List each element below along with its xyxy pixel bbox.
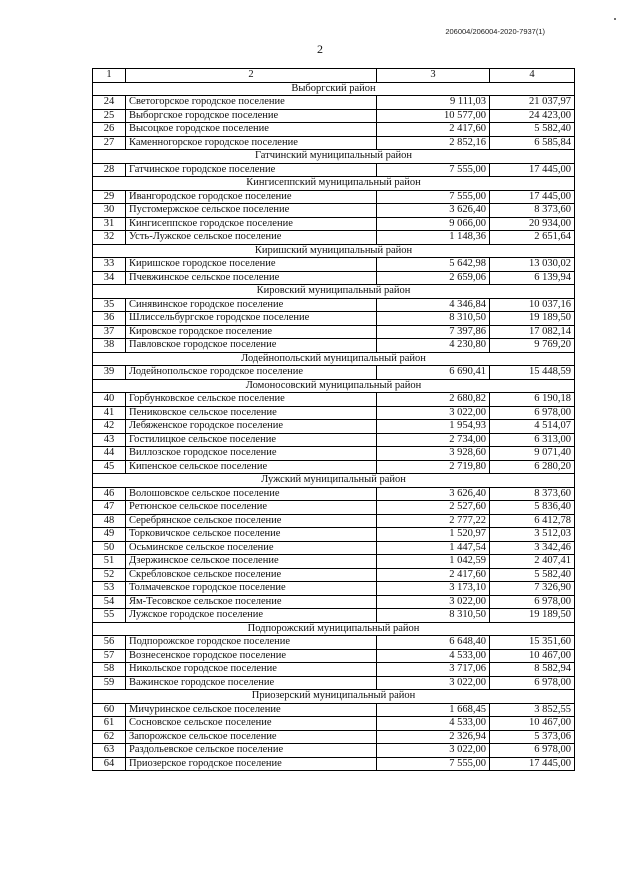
column-3-value-cell: 2 852,16 <box>377 136 490 150</box>
row-number-cell: 37 <box>93 325 126 339</box>
column-3-value-cell: 6 648,40 <box>377 636 490 650</box>
section-header-row <box>93 690 575 704</box>
column-3-value-cell: 3 022,00 <box>377 595 490 609</box>
column-header-row <box>93 69 575 83</box>
row-number-cell: 58 <box>93 663 126 677</box>
column-3-value-cell: 6 690,41 <box>377 366 490 380</box>
column-4-value-cell: 17 082,14 <box>490 325 575 339</box>
row-number-cell: 46 <box>93 487 126 501</box>
table-row <box>93 312 575 326</box>
column-4-value-cell: 6 585,84 <box>490 136 575 150</box>
settlement-name-cell: Кингисеппское городское поселение <box>126 217 377 231</box>
column-4-value-cell: 2 651,64 <box>490 231 575 245</box>
section-header-row <box>93 82 575 96</box>
settlement-name-cell: Высоцкое городское поселение <box>126 123 377 137</box>
column-3-value-cell: 3 022,00 <box>377 744 490 758</box>
settlement-name-cell: Шлиссельбургское городское поселение <box>126 312 377 326</box>
table-row <box>93 325 575 339</box>
column-3-value-cell: 4 346,84 <box>377 298 490 312</box>
settlement-name-cell: Раздольевское сельское поселение <box>126 744 377 758</box>
row-number-cell: 38 <box>93 339 126 353</box>
row-number-cell: 42 <box>93 420 126 434</box>
settlement-name-cell: Торковичское сельское поселение <box>126 528 377 542</box>
settlement-name-cell: Волошовское сельское поселение <box>126 487 377 501</box>
column-3-value-cell: 1 668,45 <box>377 703 490 717</box>
settlement-name-cell: Лужское городское поселение <box>126 609 377 623</box>
column-3-value-cell: 8 310,50 <box>377 609 490 623</box>
settlement-name-cell: Ретюнское сельское поселение <box>126 501 377 515</box>
row-number-cell: 36 <box>93 312 126 326</box>
column-4-value-cell: 21 037,97 <box>490 96 575 110</box>
settlement-name-cell: Ивангородское городское поселение <box>126 190 377 204</box>
section-header-row <box>93 474 575 488</box>
settlement-name-cell: Синявинское городское поселение <box>126 298 377 312</box>
row-number-cell: 25 <box>93 109 126 123</box>
table-row <box>93 744 575 758</box>
settlement-name-cell: Сосновское сельское поселение <box>126 717 377 731</box>
row-number-cell: 54 <box>93 595 126 609</box>
table-body <box>93 69 575 771</box>
settlement-name-cell: Запорожское сельское поселение <box>126 730 377 744</box>
section-header-row <box>93 150 575 164</box>
column-4-value-cell: 3 342,46 <box>490 541 575 555</box>
row-number-cell: 49 <box>93 528 126 542</box>
column-3-value-cell: 4 230,80 <box>377 339 490 353</box>
section-title: Киришский муниципальный район <box>93 244 575 258</box>
row-number-cell: 45 <box>93 460 126 474</box>
row-number-cell: 53 <box>93 582 126 596</box>
table-row <box>93 703 575 717</box>
settlement-name-cell: Кипенское сельское поселение <box>126 460 377 474</box>
table-row <box>93 258 575 272</box>
column-4-value-cell: 6 412,78 <box>490 514 575 528</box>
column-4-value-cell: 4 514,07 <box>490 420 575 434</box>
row-number-cell: 40 <box>93 393 126 407</box>
table-row <box>93 555 575 569</box>
column-4-value-cell: 2 407,41 <box>490 555 575 569</box>
row-number-cell: 41 <box>93 406 126 420</box>
section-title: Выборгский район <box>93 82 575 96</box>
column-4-value-cell: 6 978,00 <box>490 744 575 758</box>
column-4-value-cell: 10 467,00 <box>490 649 575 663</box>
settlement-name-cell: Серебрянское сельское поселение <box>126 514 377 528</box>
table-row <box>93 163 575 177</box>
table-row <box>93 649 575 663</box>
column-3-value-cell: 2 659,06 <box>377 271 490 285</box>
table-row <box>93 271 575 285</box>
settlement-name-cell: Гостилицкое сельское поселение <box>126 433 377 447</box>
column-4-value-cell: 17 445,00 <box>490 757 575 771</box>
column-4-value-cell: 20 934,00 <box>490 217 575 231</box>
section-header-row <box>93 379 575 393</box>
row-number-cell: 64 <box>93 757 126 771</box>
settlement-name-cell: Мичуринское сельское поселение <box>126 703 377 717</box>
column-4-value-cell: 5 836,40 <box>490 501 575 515</box>
table-row <box>93 501 575 515</box>
settlement-name-cell: Толмачевское городское поселение <box>126 582 377 596</box>
column-3-value-cell: 3 022,00 <box>377 406 490 420</box>
column-3-value-cell: 2 777,22 <box>377 514 490 528</box>
table-row <box>93 433 575 447</box>
row-number-cell: 34 <box>93 271 126 285</box>
row-number-cell: 56 <box>93 636 126 650</box>
settlement-name-cell: Гатчинское городское поселение <box>126 163 377 177</box>
column-4-value-cell: 17 445,00 <box>490 163 575 177</box>
column-4-value-cell: 6 978,00 <box>490 406 575 420</box>
column-3-value-cell: 3 928,60 <box>377 447 490 461</box>
column-3-value-cell: 3 626,40 <box>377 487 490 501</box>
table-row <box>93 109 575 123</box>
column-3-value-cell: 9 111,03 <box>377 96 490 110</box>
column-3-value-cell: 1 148,36 <box>377 231 490 245</box>
column-4-value-cell: 6 978,00 <box>490 676 575 690</box>
column-3-value-cell: 1 520,97 <box>377 528 490 542</box>
settlement-name-cell: Выборгское городское поселение <box>126 109 377 123</box>
row-number-cell: 27 <box>93 136 126 150</box>
section-title: Гатчинский муниципальный район <box>93 150 575 164</box>
column-4-value-cell: 8 582,94 <box>490 663 575 677</box>
column-3-value-cell: 7 555,00 <box>377 190 490 204</box>
column-4-value-cell: 24 423,00 <box>490 109 575 123</box>
settlement-name-cell: Вознесенское городское поселение <box>126 649 377 663</box>
column-3-value-cell: 3 173,10 <box>377 582 490 596</box>
column-4-value-cell: 6 280,20 <box>490 460 575 474</box>
page-number: 2 <box>317 42 323 56</box>
section-header-row <box>93 622 575 636</box>
column-3-value-cell: 7 555,00 <box>377 757 490 771</box>
row-number-cell: 60 <box>93 703 126 717</box>
settlement-name-cell: Лодейнопольское городское поселение <box>126 366 377 380</box>
column-4-value-cell: 8 373,60 <box>490 487 575 501</box>
table-row <box>93 298 575 312</box>
settlement-name-cell: Важинское городское поселение <box>126 676 377 690</box>
table-row <box>93 96 575 110</box>
section-title: Кировский муниципальный район <box>93 285 575 299</box>
column-3-value-cell: 1 042,59 <box>377 555 490 569</box>
table-row <box>93 514 575 528</box>
row-number-cell: 51 <box>93 555 126 569</box>
column-4-value-cell: 17 445,00 <box>490 190 575 204</box>
table-row <box>93 717 575 731</box>
column-4-value-cell: 13 030,02 <box>490 258 575 272</box>
row-number-cell: 39 <box>93 366 126 380</box>
table-row <box>93 595 575 609</box>
row-number-cell: 31 <box>93 217 126 231</box>
section-title: Ломоносовский муниципальный район <box>93 379 575 393</box>
column-3-value-cell: 2 680,82 <box>377 393 490 407</box>
settlement-name-cell: Пениковское сельское поселение <box>126 406 377 420</box>
column-4-value-cell: 19 189,50 <box>490 312 575 326</box>
column-3-value-cell: 4 533,00 <box>377 649 490 663</box>
column-header: 1 <box>93 69 126 83</box>
table-row <box>93 231 575 245</box>
column-4-value-cell: 19 189,50 <box>490 609 575 623</box>
column-3-value-cell: 10 577,00 <box>377 109 490 123</box>
column-header: 4 <box>490 69 575 83</box>
table-row <box>93 420 575 434</box>
column-3-value-cell: 3 022,00 <box>377 676 490 690</box>
settlement-name-cell: Никольское городское поселение <box>126 663 377 677</box>
column-4-value-cell: 3 852,55 <box>490 703 575 717</box>
row-number-cell: 24 <box>93 96 126 110</box>
row-number-cell: 63 <box>93 744 126 758</box>
corner-mark <box>614 18 616 20</box>
row-number-cell: 61 <box>93 717 126 731</box>
table-row <box>93 676 575 690</box>
column-3-value-cell: 2 417,60 <box>377 123 490 137</box>
settlement-name-cell: Кировское городское поселение <box>126 325 377 339</box>
table-row <box>93 406 575 420</box>
column-4-value-cell: 6 978,00 <box>490 595 575 609</box>
table-row <box>93 663 575 677</box>
row-number-cell: 47 <box>93 501 126 515</box>
settlement-name-cell: Скребловское сельское поселение <box>126 568 377 582</box>
column-4-value-cell: 15 448,59 <box>490 366 575 380</box>
section-title: Приозерский муниципальный район <box>93 690 575 704</box>
row-number-cell: 62 <box>93 730 126 744</box>
settlement-name-cell: Приозерское городское поселение <box>126 757 377 771</box>
table-row <box>93 730 575 744</box>
column-4-value-cell: 6 139,94 <box>490 271 575 285</box>
row-number-cell: 48 <box>93 514 126 528</box>
column-header: 2 <box>126 69 377 83</box>
column-3-value-cell: 1 447,54 <box>377 541 490 555</box>
row-number-cell: 50 <box>93 541 126 555</box>
table-row <box>93 757 575 771</box>
document-reference: 206004/206004-2020-7937(1) <box>445 27 545 36</box>
section-header-row <box>93 285 575 299</box>
table-row <box>93 541 575 555</box>
table-row <box>93 582 575 596</box>
settlement-name-cell: Осьминское сельское поселение <box>126 541 377 555</box>
column-4-value-cell: 10 467,00 <box>490 717 575 731</box>
column-3-value-cell: 5 642,98 <box>377 258 490 272</box>
table-row <box>93 366 575 380</box>
settlement-name-cell: Павловское городское поселение <box>126 339 377 353</box>
row-number-cell: 55 <box>93 609 126 623</box>
table-row <box>93 487 575 501</box>
section-header-row <box>93 177 575 191</box>
section-header-row <box>93 244 575 258</box>
row-number-cell: 32 <box>93 231 126 245</box>
column-header: 3 <box>377 69 490 83</box>
settlement-name-cell: Усть-Лужское сельское поселение <box>126 231 377 245</box>
table-row <box>93 393 575 407</box>
column-3-value-cell: 9 066,00 <box>377 217 490 231</box>
column-4-value-cell: 5 582,40 <box>490 123 575 137</box>
column-3-value-cell: 3 717,06 <box>377 663 490 677</box>
settlement-name-cell: Пустомержское сельское поселение <box>126 204 377 218</box>
column-4-value-cell: 3 512,03 <box>490 528 575 542</box>
row-number-cell: 52 <box>93 568 126 582</box>
settlement-name-cell: Светогорское городское поселение <box>126 96 377 110</box>
column-3-value-cell: 7 555,00 <box>377 163 490 177</box>
row-number-cell: 33 <box>93 258 126 272</box>
column-3-value-cell: 7 397,86 <box>377 325 490 339</box>
table-row <box>93 190 575 204</box>
column-4-value-cell: 5 373,06 <box>490 730 575 744</box>
column-3-value-cell: 3 626,40 <box>377 204 490 218</box>
column-3-value-cell: 1 954,93 <box>377 420 490 434</box>
row-number-cell: 26 <box>93 123 126 137</box>
column-4-value-cell: 6 313,00 <box>490 433 575 447</box>
table-row <box>93 460 575 474</box>
column-4-value-cell: 9 071,40 <box>490 447 575 461</box>
column-3-value-cell: 2 527,60 <box>377 501 490 515</box>
column-4-value-cell: 7 326,90 <box>490 582 575 596</box>
settlement-name-cell: Виллозское городское поселение <box>126 447 377 461</box>
table-row <box>93 217 575 231</box>
table-row <box>93 204 575 218</box>
settlement-name-cell: Дзержинское сельское поселение <box>126 555 377 569</box>
table-row <box>93 609 575 623</box>
table-row <box>93 339 575 353</box>
section-header-row <box>93 352 575 366</box>
row-number-cell: 43 <box>93 433 126 447</box>
column-4-value-cell: 8 373,60 <box>490 204 575 218</box>
row-number-cell: 35 <box>93 298 126 312</box>
column-3-value-cell: 2 719,80 <box>377 460 490 474</box>
column-3-value-cell: 4 533,00 <box>377 717 490 731</box>
column-4-value-cell: 10 037,16 <box>490 298 575 312</box>
table-row <box>93 123 575 137</box>
settlement-name-cell: Пчевжинское сельское поселение <box>126 271 377 285</box>
column-3-value-cell: 8 310,50 <box>377 312 490 326</box>
table-row <box>93 136 575 150</box>
section-title: Лужский муниципальный район <box>93 474 575 488</box>
column-4-value-cell: 9 769,20 <box>490 339 575 353</box>
table-row <box>93 528 575 542</box>
column-4-value-cell: 5 582,40 <box>490 568 575 582</box>
row-number-cell: 30 <box>93 204 126 218</box>
settlement-name-cell: Лебяженское городское поселение <box>126 420 377 434</box>
budget-table <box>92 68 575 771</box>
settlement-name-cell: Ям-Тесовское сельское поселение <box>126 595 377 609</box>
section-title: Кингисеппский муниципальный район <box>93 177 575 191</box>
row-number-cell: 57 <box>93 649 126 663</box>
row-number-cell: 28 <box>93 163 126 177</box>
column-4-value-cell: 15 351,60 <box>490 636 575 650</box>
column-3-value-cell: 2 734,00 <box>377 433 490 447</box>
section-title: Лодейнопольский муниципальный район <box>93 352 575 366</box>
row-number-cell: 29 <box>93 190 126 204</box>
section-title: Подпорожский муниципальный район <box>93 622 575 636</box>
column-4-value-cell: 6 190,18 <box>490 393 575 407</box>
column-3-value-cell: 2 417,60 <box>377 568 490 582</box>
table-row <box>93 636 575 650</box>
row-number-cell: 44 <box>93 447 126 461</box>
settlement-name-cell: Каменногорское городское поселение <box>126 136 377 150</box>
settlement-name-cell: Подпорожское городское поселение <box>126 636 377 650</box>
table-row <box>93 447 575 461</box>
column-3-value-cell: 2 326,94 <box>377 730 490 744</box>
settlement-name-cell: Киришское городское поселение <box>126 258 377 272</box>
row-number-cell: 59 <box>93 676 126 690</box>
table-row <box>93 568 575 582</box>
settlement-name-cell: Горбунковское сельское поселение <box>126 393 377 407</box>
